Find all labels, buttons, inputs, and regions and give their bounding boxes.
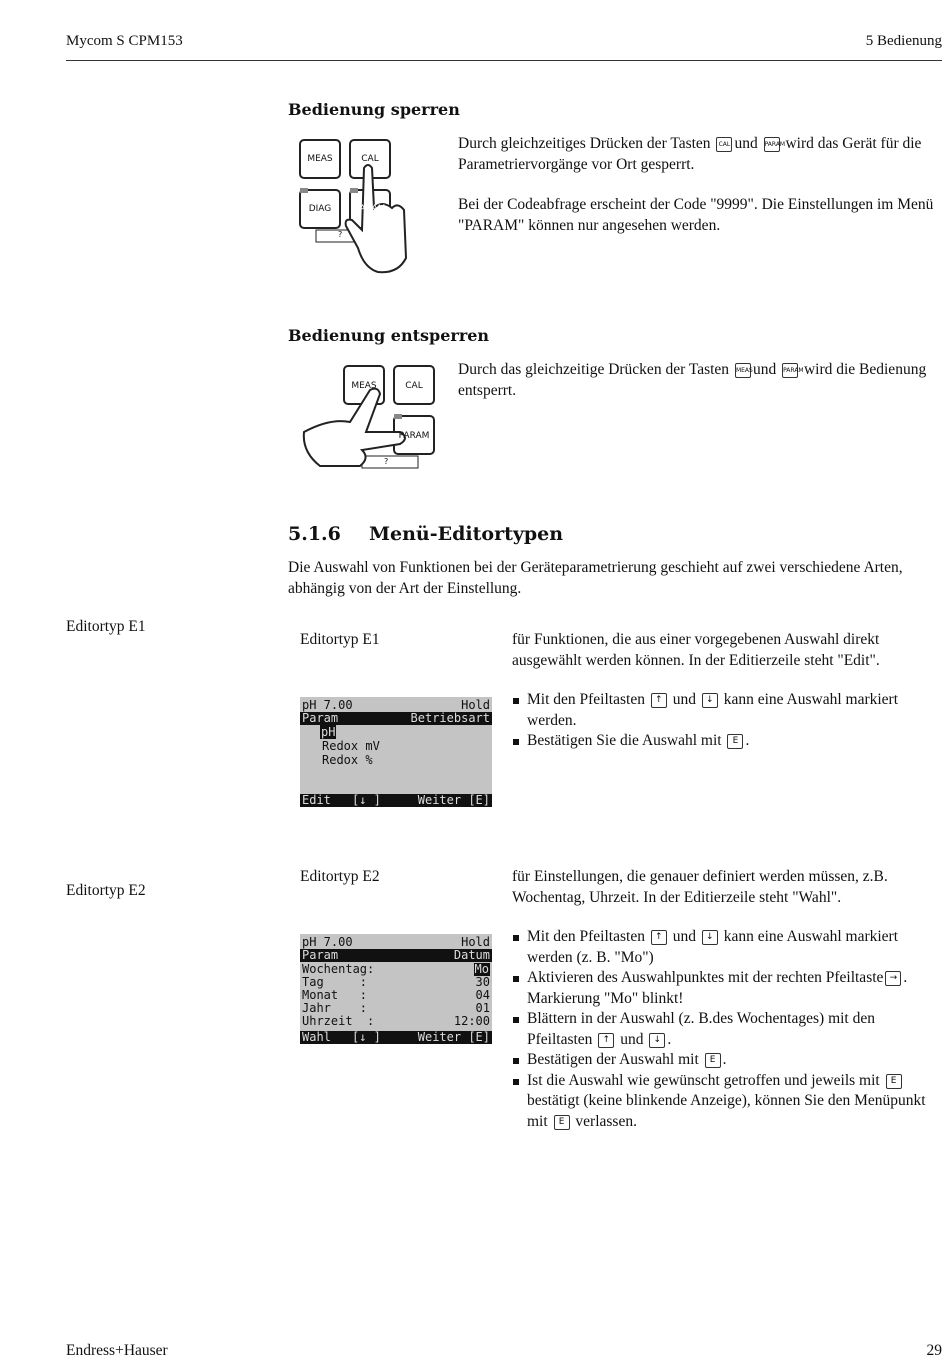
e2-label: Editortyp E2 (300, 868, 380, 885)
unlock-key-question: ? (384, 457, 389, 466)
e2-bullet-1 (512, 927, 942, 968)
param-key-icon: PARAM (764, 137, 780, 152)
e2-b5-text-b: bestätigt (keine blinkende Anzeige), können Sie den Menüpunkt mit (527, 1092, 926, 1130)
e2-bullet-5 (512, 1071, 942, 1133)
lock-heading: Bedienung sperren (288, 100, 460, 119)
arrow-down-icon: ↓ (649, 1033, 665, 1048)
e2-b3-und: und (620, 1030, 644, 1048)
unlock-paragraph (458, 359, 936, 401)
unlock-p1-und: und (752, 361, 777, 378)
unlock-p1-text-b: wird die Bedienung entsperrt. (458, 361, 927, 399)
e2-lcd-row-label: Jahr : (302, 1001, 368, 1015)
section-number: 5.1.6 (288, 523, 341, 545)
e2-lcd-row-value-selected: Mo (474, 962, 489, 976)
e1-b1-und: und (672, 691, 696, 708)
lock-p1-text-b: wird das Gerät für die Parametriervorgänge vor Ort gesperrt. (458, 135, 922, 173)
e2-b3-text-a: Blättern in der Auswahl (z. B.des Wochentages) mit den Pfeiltasten (527, 1010, 875, 1048)
arrow-up-icon: ↑ (651, 693, 667, 708)
e1-lcd-param: Param (302, 711, 339, 725)
e2-b2-text-a: Aktivieren des Auswahlpunktes mit der rechten Pfeiltaste (527, 969, 884, 986)
header-rule (66, 60, 942, 61)
e1-lcd-arrow: [↓ ] (352, 793, 381, 807)
key-question: ? (338, 230, 343, 239)
unlock-heading: Bedienung entsperren (288, 326, 490, 345)
e2-lcd-ph: pH 7.00 (302, 935, 353, 949)
e1-bullet-list (512, 690, 936, 752)
e1-margin-label: Editortyp E1 (66, 618, 146, 635)
e1-label: Editortyp E1 (300, 631, 380, 648)
arrow-up-icon: ↑ (598, 1033, 614, 1048)
param-key-icon: PARAM (782, 363, 798, 378)
e2-b4-text: Bestätigen der Auswahl mit (527, 1051, 699, 1068)
e2-bullet-2: Aktivieren des Auswahlpunktes mit der rechten Pfeiltaste → . Markierung "Mo" blinkt! (512, 968, 942, 1009)
lock-p1-und: und (734, 135, 758, 152)
key-meas: MEAS (307, 154, 333, 164)
arrow-down-icon: ↓ (702, 693, 718, 708)
unlock-key-meas: MEAS (351, 381, 377, 391)
e1-lcd-weiter: Weiter [E] (417, 793, 490, 807)
e2-b1-und: und (672, 928, 696, 945)
e2-lcd-row-value: 30 (475, 975, 490, 989)
key-param: PARAM (354, 204, 386, 214)
lock-keypad-figure (298, 138, 458, 278)
enter-key-icon: E (886, 1074, 902, 1089)
e1-lcd-edit: Edit (302, 793, 331, 807)
e2-margin-label: Editortyp E2 (66, 882, 146, 899)
e1-lcd-display (300, 697, 492, 807)
unlock-key-cal: CAL (405, 381, 423, 391)
e2-b1-text-a: Mit den Pfeiltasten (527, 928, 645, 945)
e2-lcd-row-label: Monat : (302, 988, 368, 1002)
e2-b1-text-b: kann eine Auswahl markiert werden (z. B. "Mo") (527, 928, 899, 966)
unlock-keypad-figure (300, 362, 460, 474)
footer-brand: Endress+Hauser (66, 1342, 168, 1359)
e2-lcd-row-value: 01 (475, 1001, 490, 1015)
lock-paragraph-1 (458, 133, 942, 175)
e2-lcd-wahl: Wahl (302, 1030, 331, 1044)
e1-description: für Funktionen, die aus einer vorgegebenen Auswahl direkt ausgewählt werden können. In der Editierzeile steht "Edit". (512, 631, 880, 669)
unlock-key-param: PARAM (398, 431, 430, 441)
section-intro: Die Auswahl von Funktionen bei der Geräteparametrierung geschieht auf zwei verschiedene Arten, abhängig von der Art der Einstellung. (288, 559, 903, 597)
e2-b5-text-a: Ist die Auswahl wie gewünscht getroffen und jeweils mit (527, 1071, 880, 1089)
e2-lcd-row-label: Tag : (302, 975, 368, 989)
unlock-p1-text-a: Durch das gleichzeitige Drücken der Tasten (458, 361, 730, 378)
e2-lcd-display (300, 934, 492, 1044)
e2-lcd-datum: Datum (453, 948, 490, 962)
header-chapter: 5 Bedienung (865, 33, 942, 49)
e2-bullet-4: Bestätigen der Auswahl mit E . (512, 1050, 942, 1071)
arrow-up-icon: ↑ (651, 930, 667, 945)
e2-bullet-list (512, 927, 942, 1132)
e2-lcd-row-label: Uhrzeit : (302, 1014, 375, 1028)
enter-key-icon: E (705, 1053, 721, 1068)
key-cal: CAL (361, 154, 379, 164)
key-diag: DIAG (308, 204, 332, 214)
e2-lcd-row-label: Wochentag: (302, 962, 375, 976)
enter-key-icon: E (727, 734, 743, 749)
header-title: Mycom S CPM153 (66, 33, 183, 49)
lock-paragraph-2: Bei der Codeabfrage erscheint der Code "9999". Die Einstellungen im Menü "PARAM" können nur angesehen werden. (458, 196, 934, 234)
arrow-right-icon: → (885, 971, 901, 986)
e2-bullet-3: Blättern in der Auswahl (z. B.des Wochentages) mit den Pfeiltasten ↑ und ↓ . (512, 1009, 942, 1050)
e1-lcd-option-selected: pH (321, 725, 336, 739)
e1-lcd-hold: Hold (461, 698, 490, 712)
e2-lcd-row-value: 12:00 (453, 1014, 490, 1028)
e1-lcd-option-3: Redox % (322, 753, 373, 767)
e2-lcd-hold: Hold (461, 935, 490, 949)
e2-lcd-param: Param (302, 948, 339, 962)
enter-key-icon: E (554, 1115, 570, 1130)
e2-b5-text-c: verlassen. (575, 1112, 637, 1130)
e1-lcd-mode: Betriebsart (410, 711, 490, 725)
section-title: Menü-Editortypen (369, 523, 564, 545)
e1-bullet-2: Bestätigen Sie die Auswahl mit E . (512, 731, 936, 752)
e1-b1-text-b: kann eine Auswahl markiert werden. (527, 691, 899, 729)
e1-bullet-1 (512, 690, 936, 731)
e2-description: für Einstellungen, die genauer definiert werden müssen, z.B. Wochentag, Uhrzeit. In der Editierzeile steht "Wahl". (512, 868, 888, 906)
e1-lcd-option-2: Redox mV (322, 739, 380, 753)
e1-lcd-ph: pH 7.00 (302, 698, 353, 712)
meas-key-icon: MEAS (735, 363, 751, 378)
e1-b2-text: Bestätigen Sie die Auswahl mit (527, 732, 722, 749)
e2-lcd-weiter: Weiter [E] (417, 1030, 490, 1044)
e2-lcd-arrow: [↓ ] (352, 1030, 381, 1044)
cal-key-icon: CAL (716, 137, 732, 152)
unlock-hand-icon (300, 362, 460, 474)
e1-b1-text-a: Mit den Pfeiltasten (527, 691, 645, 708)
lock-p1-text-a: Durch gleichzeitiges Drücken der Tasten (458, 135, 711, 152)
e2-lcd-row-value: 04 (475, 988, 490, 1002)
e2-b2-text-b: Markierung "Mo" blinkt! (527, 989, 684, 1007)
arrow-down-icon: ↓ (702, 930, 718, 945)
footer-page-number: 29 (926, 1342, 942, 1359)
